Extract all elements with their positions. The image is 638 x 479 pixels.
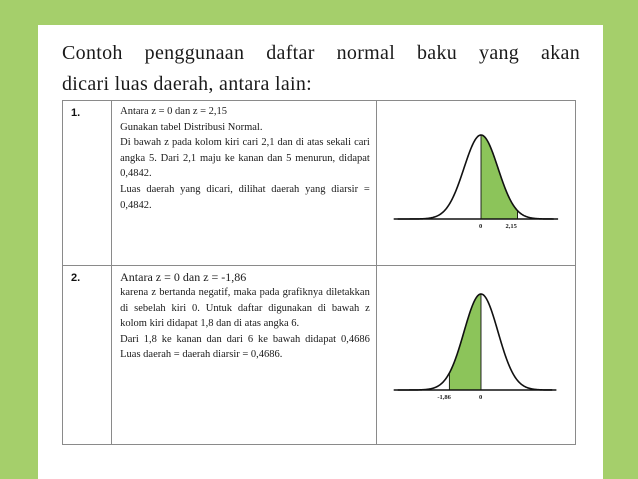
normal-curve-svg (377, 101, 587, 259)
explanation-line: karena z bertanda negatif, maka pada grafiknya diletakkan di sebelah kiri 0. Untuk daftar digunakan di bawah z kolom kiri didapat 1,8 dan di atas angka 6. (120, 287, 370, 330)
tick-label: 0 (478, 223, 483, 230)
shaded-area (481, 135, 518, 219)
normal-curve-graph-1 (376, 101, 575, 266)
row-number: 1. (63, 101, 112, 266)
explanation-line: Dari 1,8 ke kanan dan dari 6 ke bawah didapat 0,4686 Luas daerah = daerah diarsir = 0,4686. (120, 333, 370, 361)
tick-label: 0 (478, 394, 483, 401)
tick-label: -1,86 (437, 394, 451, 401)
heading-line-1: Contoh penggunaan daftar normal baku yang akan (62, 42, 580, 64)
explanation-line: Antara z = 0 dan z = 2,15 (120, 106, 228, 117)
table-row (63, 101, 576, 266)
tick-label: 2,15 (505, 223, 517, 230)
explanation-line: Di bawah z pada kolom kiri cari 2,1 dan di atas sekali cari angka 5. Dari 2,1 maju ke kanan dan 5 menurun, didapat 0,4842. (120, 137, 370, 180)
shaded-area (449, 294, 481, 390)
row-explanation (112, 266, 377, 445)
row-number: 2. (63, 266, 112, 445)
explanation-line: Gunakan tabel Distribusi Normal. (120, 121, 263, 133)
normal-curve-svg (377, 266, 587, 438)
explanation-line: Antara z = 0 dan z = -1,86 (120, 270, 247, 284)
row-explanation (112, 101, 377, 266)
table-row (63, 266, 576, 445)
slide-heading (62, 38, 580, 100)
explanation-line: Luas daerah yang dicari, dilihat daerah yang diarsir = 0,4842. (120, 183, 370, 211)
normal-curve-graph-2 (376, 266, 575, 445)
heading-line-2: dicari luas daerah, antara lain: (62, 73, 313, 95)
examples-table (62, 100, 576, 445)
normal-curve (398, 135, 554, 219)
